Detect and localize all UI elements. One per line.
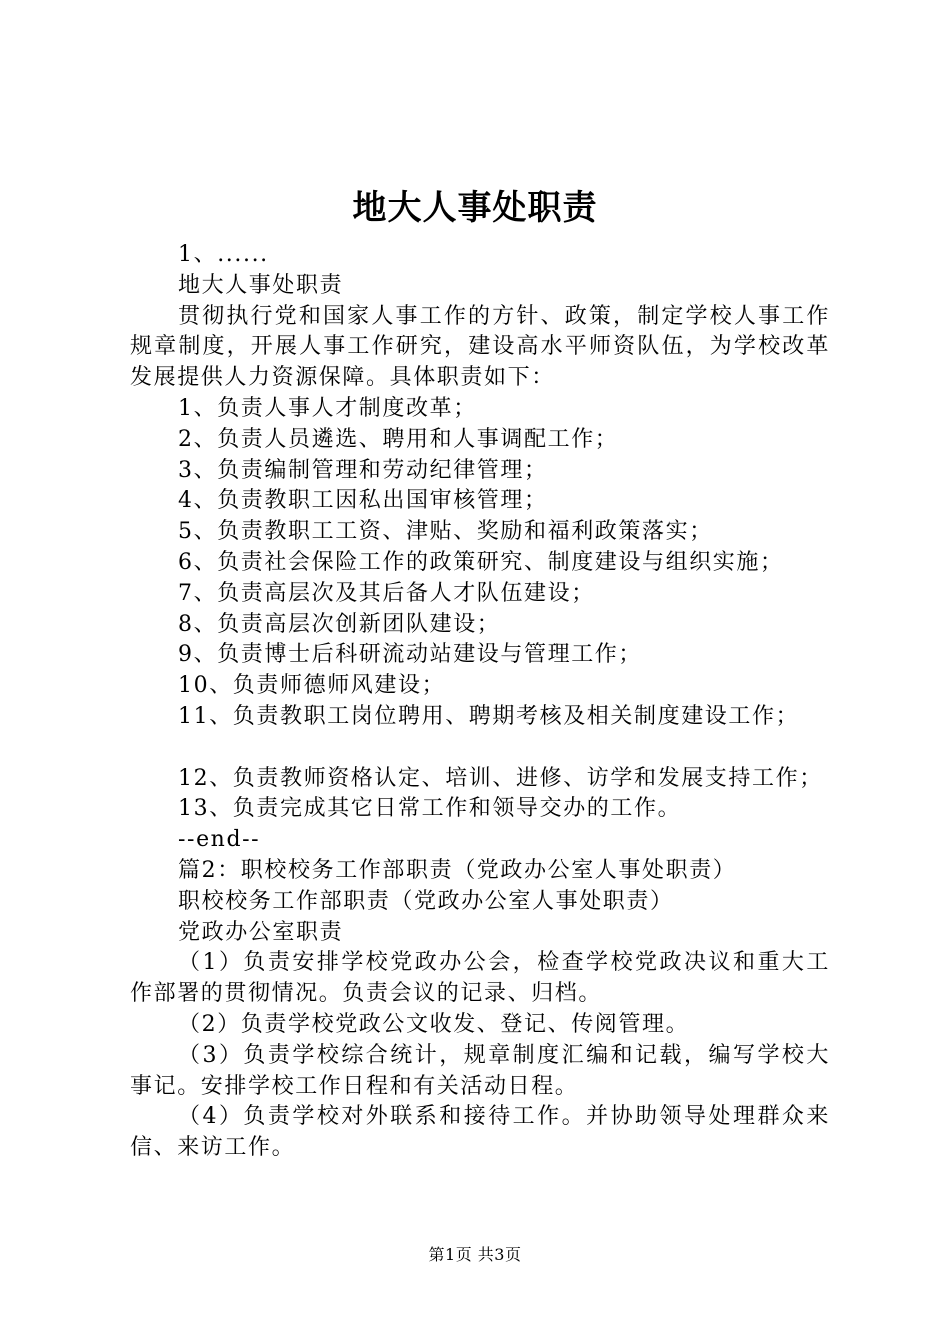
list-item: （4）负责学校对外联系和接待工作。并协助领导处理群众来信、来访工作。 [130, 1104, 830, 1161]
list-item: 4、负责教职工因私出国审核管理； [178, 488, 548, 514]
page-footer: 第1页 共3页 [428, 1245, 522, 1264]
list-item: 7、负责高层次及其后备人才队伍建设； [178, 580, 595, 606]
document-body [130, 240, 830, 1164]
blank-line [130, 733, 830, 764]
paragraph: 地大人事处职责 [178, 272, 344, 298]
list-item: 2、负责人员遴选、聘用和人事调配工作； [178, 426, 619, 452]
end-marker: --end-- [178, 827, 261, 853]
list-item: 9、负责博士后科研流动站建设与管理工作； [178, 642, 642, 668]
list-item: 8、负责高层次创新团队建设； [178, 611, 501, 637]
document-title: 地大人事处职责 [352, 188, 598, 228]
paragraph: 贯彻执行党和国家人事工作的方针、政策，制定学校人事工作规章制度，开展人事工作研究，建设高水平师资队伍，为学校改革发展提供人力资源保障。具体职责如下： [130, 303, 830, 391]
section-subheading: 职校校务工作部职责（党政办公室人事处职责） [178, 888, 674, 914]
list-item: 3、负责编制管理和劳动纪律管理； [178, 457, 548, 483]
list-item: （1）负责安排学校党政办公会，检查学校党政决议和重大工作部署的贯彻情况。负责会议的记录、归档。 [130, 950, 830, 1007]
list-item: 6、负责社会保险工作的政策研究、制度建设与组织实施； [178, 549, 784, 575]
list-item: 11、负责教职工岗位聘用、聘期考核及相关制度建设工作； [178, 703, 800, 729]
section-subheading: 党政办公室职责 [178, 919, 344, 945]
list-item: （2）负责学校党政公文收发、登记、传阅管理。 [178, 1011, 690, 1037]
list-item: 1、负责人事人才制度改革； [178, 395, 477, 421]
list-item: 13、负责完成其它日常工作和领导交办的工作。 [178, 796, 682, 822]
list-item: （3）负责学校综合统计，规章制度汇编和记载，编写学校大事记。安排学校工作日程和有关活动日程。 [130, 1042, 830, 1099]
section-heading: 篇2：职校校务工作部职责（党政办公室人事处职责） [178, 857, 737, 883]
list-item: 5、负责教职工工资、津贴、奖励和福利政策落实； [178, 519, 713, 545]
list-item: 10、负责师德师风建设； [178, 673, 446, 699]
list-item: 12、负责教师资格认定、培训、进修、访学和发展支持工作； [178, 765, 823, 791]
paragraph: 1、...... [178, 242, 269, 267]
